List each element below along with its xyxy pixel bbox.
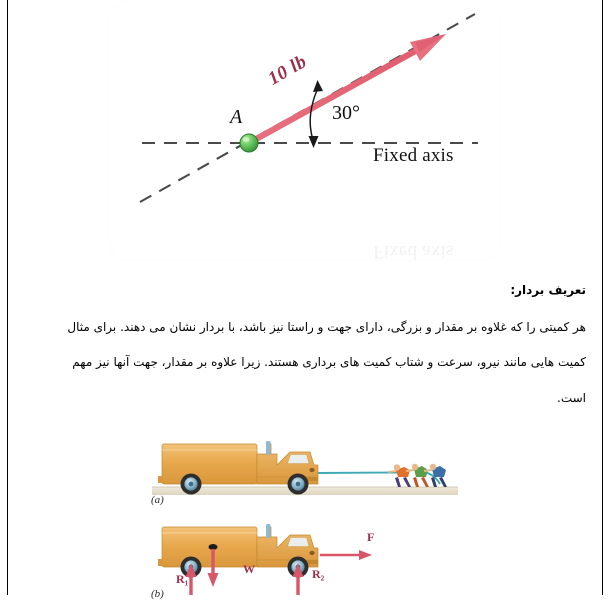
fixed-axis-reflection-label: Fixed axis (373, 241, 454, 262)
page-border-right (602, 0, 603, 595)
page-border-left (7, 0, 8, 595)
angle-indicator (310, 88, 318, 140)
truck-diagram-svg (140, 432, 470, 595)
truck-figure (140, 432, 470, 595)
fixed-axis-label: Fixed axis (373, 145, 454, 166)
force-magnitude-label: 10 lb (264, 50, 311, 90)
section-heading: تعریف بردار: (510, 283, 586, 297)
tow-rope-a (318, 473, 398, 474)
caption-b: (b) (151, 588, 164, 600)
panel-b (158, 524, 375, 595)
person-3-a (424, 464, 447, 487)
exhaust-stack-a (266, 441, 271, 455)
angle-label: 30° (332, 102, 360, 124)
angle-arrowhead-bottom (309, 136, 319, 148)
exhaust-stack-b (266, 524, 271, 538)
windshield-b (288, 538, 310, 547)
applied-force-label: F (367, 530, 375, 544)
reaction-front-label: R₂ (312, 567, 325, 581)
paragraph-line-2: کمیت هایی مانند نیرو، سرعت و شتاب کمیت های برداری هستند. زیرا علاوه بر مقدار، جهت آنها نیز مهم (72, 355, 586, 370)
applied-force-vector-arrow (320, 550, 372, 560)
point-a-label: A (230, 106, 243, 128)
paragraph-line-3: است. (557, 390, 586, 405)
wheel-rear-a (181, 474, 202, 495)
body-text-block (20, 283, 586, 407)
windshield-a (288, 455, 310, 464)
weight-label: W (243, 562, 255, 576)
angle-arrowhead-top (313, 80, 323, 92)
person-2-a (406, 464, 429, 487)
panel-a (152, 441, 458, 495)
force-at-point-a-figure (110, 2, 500, 282)
point-a-marker (240, 134, 258, 152)
reaction-rear-label: R₁ (176, 572, 189, 586)
caption-a: (a) (151, 494, 164, 506)
paragraph-line-1: هر کمیتی را که غلاوه بر مقدار و بزرگی، دارای جهت و راستا نیز باشد، با بردار نشان می دهند. برای مثال (67, 320, 586, 334)
wheel-front-a (288, 474, 309, 495)
person-1-a (388, 464, 411, 487)
